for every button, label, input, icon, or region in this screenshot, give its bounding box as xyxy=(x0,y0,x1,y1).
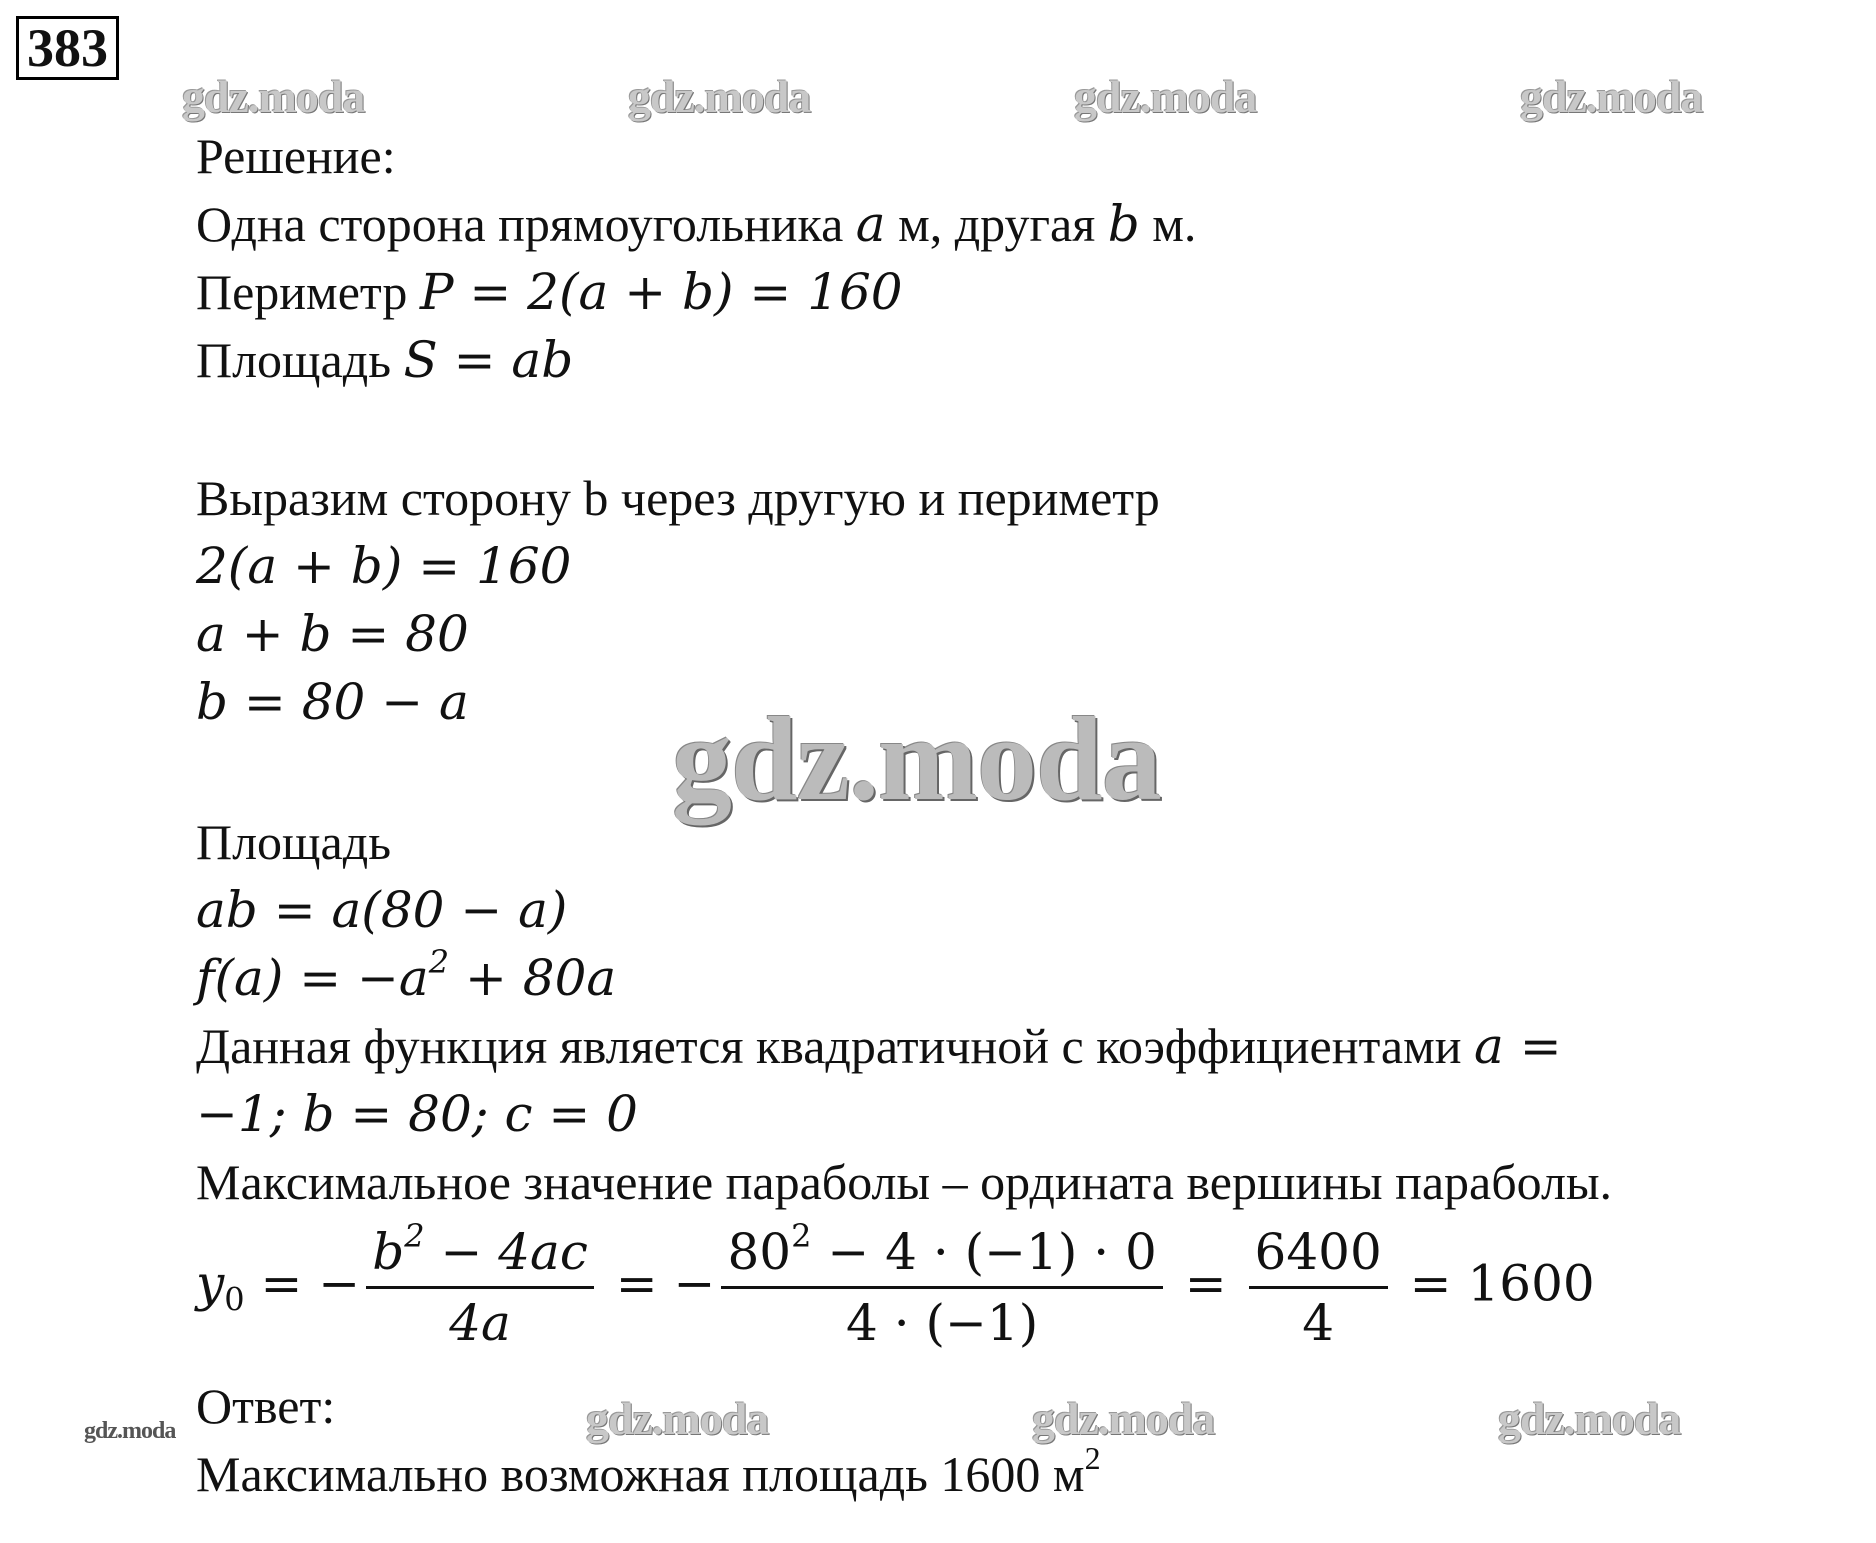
numerator xyxy=(721,1217,1162,1289)
math: a = xyxy=(1474,1017,1562,1075)
fraction xyxy=(1249,1222,1388,1353)
fraction xyxy=(721,1217,1162,1353)
text: м. xyxy=(1139,196,1197,252)
math: − 4ac xyxy=(424,1223,588,1281)
denominator: 4a xyxy=(449,1294,511,1352)
math: b xyxy=(372,1223,405,1281)
vertex-formula xyxy=(196,1217,1595,1353)
numerator xyxy=(366,1217,594,1289)
text: Одна сторона прямоугольника xyxy=(196,196,856,252)
equation: b = 80 − a xyxy=(196,673,469,731)
solution-heading: Решение: xyxy=(196,128,396,184)
text: Периметр xyxy=(196,264,420,320)
watermark: gdz.moda xyxy=(182,71,365,122)
equation: ab = a(80 − a) xyxy=(196,881,568,939)
exponent: 2 xyxy=(428,943,450,981)
text: Максимально возможная площадь 1600 м xyxy=(196,1446,1085,1502)
area-heading: Площадь xyxy=(196,814,391,870)
exponent: 2 xyxy=(1084,1440,1101,1476)
watermark: gdz.moda xyxy=(628,71,811,122)
text-line-express: Выразим сторону b через другую и периметр xyxy=(196,470,1160,526)
coefficients-line xyxy=(196,1018,1562,1074)
math: S = ab xyxy=(403,331,574,389)
area-line xyxy=(196,332,573,388)
watermark: gdz.moda xyxy=(1520,71,1703,122)
fraction xyxy=(366,1217,594,1353)
denominator: 4 · (−1) xyxy=(846,1294,1039,1352)
perimeter-line xyxy=(196,264,903,320)
math: − 4 · (−1) · 0 xyxy=(811,1223,1157,1281)
watermark: gdz.moda xyxy=(586,1393,769,1444)
math: = − xyxy=(244,1254,361,1313)
watermark: gdz.moda xyxy=(1032,1393,1215,1444)
coefficients-values: −1; b = 80; c = 0 xyxy=(196,1085,638,1143)
math: y xyxy=(196,1254,225,1313)
function-line xyxy=(196,943,617,1007)
exponent: 2 xyxy=(791,1217,812,1255)
numerator: 6400 xyxy=(1249,1222,1388,1289)
watermark: gdz.moda xyxy=(1498,1393,1681,1444)
answer-text xyxy=(196,1440,1101,1502)
math: a xyxy=(855,195,886,253)
math: P = 2(a + b) = 160 xyxy=(419,263,903,321)
text-line-max: Максимальное значение параболы – ордината вершины параболы. xyxy=(196,1154,1613,1210)
equation: 2(a + b) = 160 xyxy=(196,537,572,595)
text: м, другая xyxy=(885,196,1108,252)
math: = 1600 xyxy=(1393,1254,1595,1313)
math: = xyxy=(1168,1254,1243,1313)
text: Площадь xyxy=(196,332,404,388)
text-line-1 xyxy=(196,196,1196,252)
equation: a + b = 80 xyxy=(196,605,469,663)
math: = − xyxy=(599,1254,716,1313)
task-number: 383 xyxy=(16,16,119,80)
math: f(a) = −a xyxy=(196,949,429,1007)
text: Данная функция является квадратичной с коэффициентами xyxy=(196,1018,1475,1074)
denominator: 4 xyxy=(1302,1294,1335,1352)
answer-label: Ответ: xyxy=(196,1378,336,1434)
math: 80 xyxy=(727,1223,792,1281)
watermark-large: gdz.moda xyxy=(672,692,1161,825)
watermark-small: gdz.moda xyxy=(84,1418,176,1444)
math: + 80a xyxy=(449,949,617,1007)
subscript: 0 xyxy=(224,1280,245,1319)
exponent: 2 xyxy=(404,1217,425,1255)
math: b xyxy=(1107,195,1140,253)
watermark: gdz.moda xyxy=(1074,71,1257,122)
